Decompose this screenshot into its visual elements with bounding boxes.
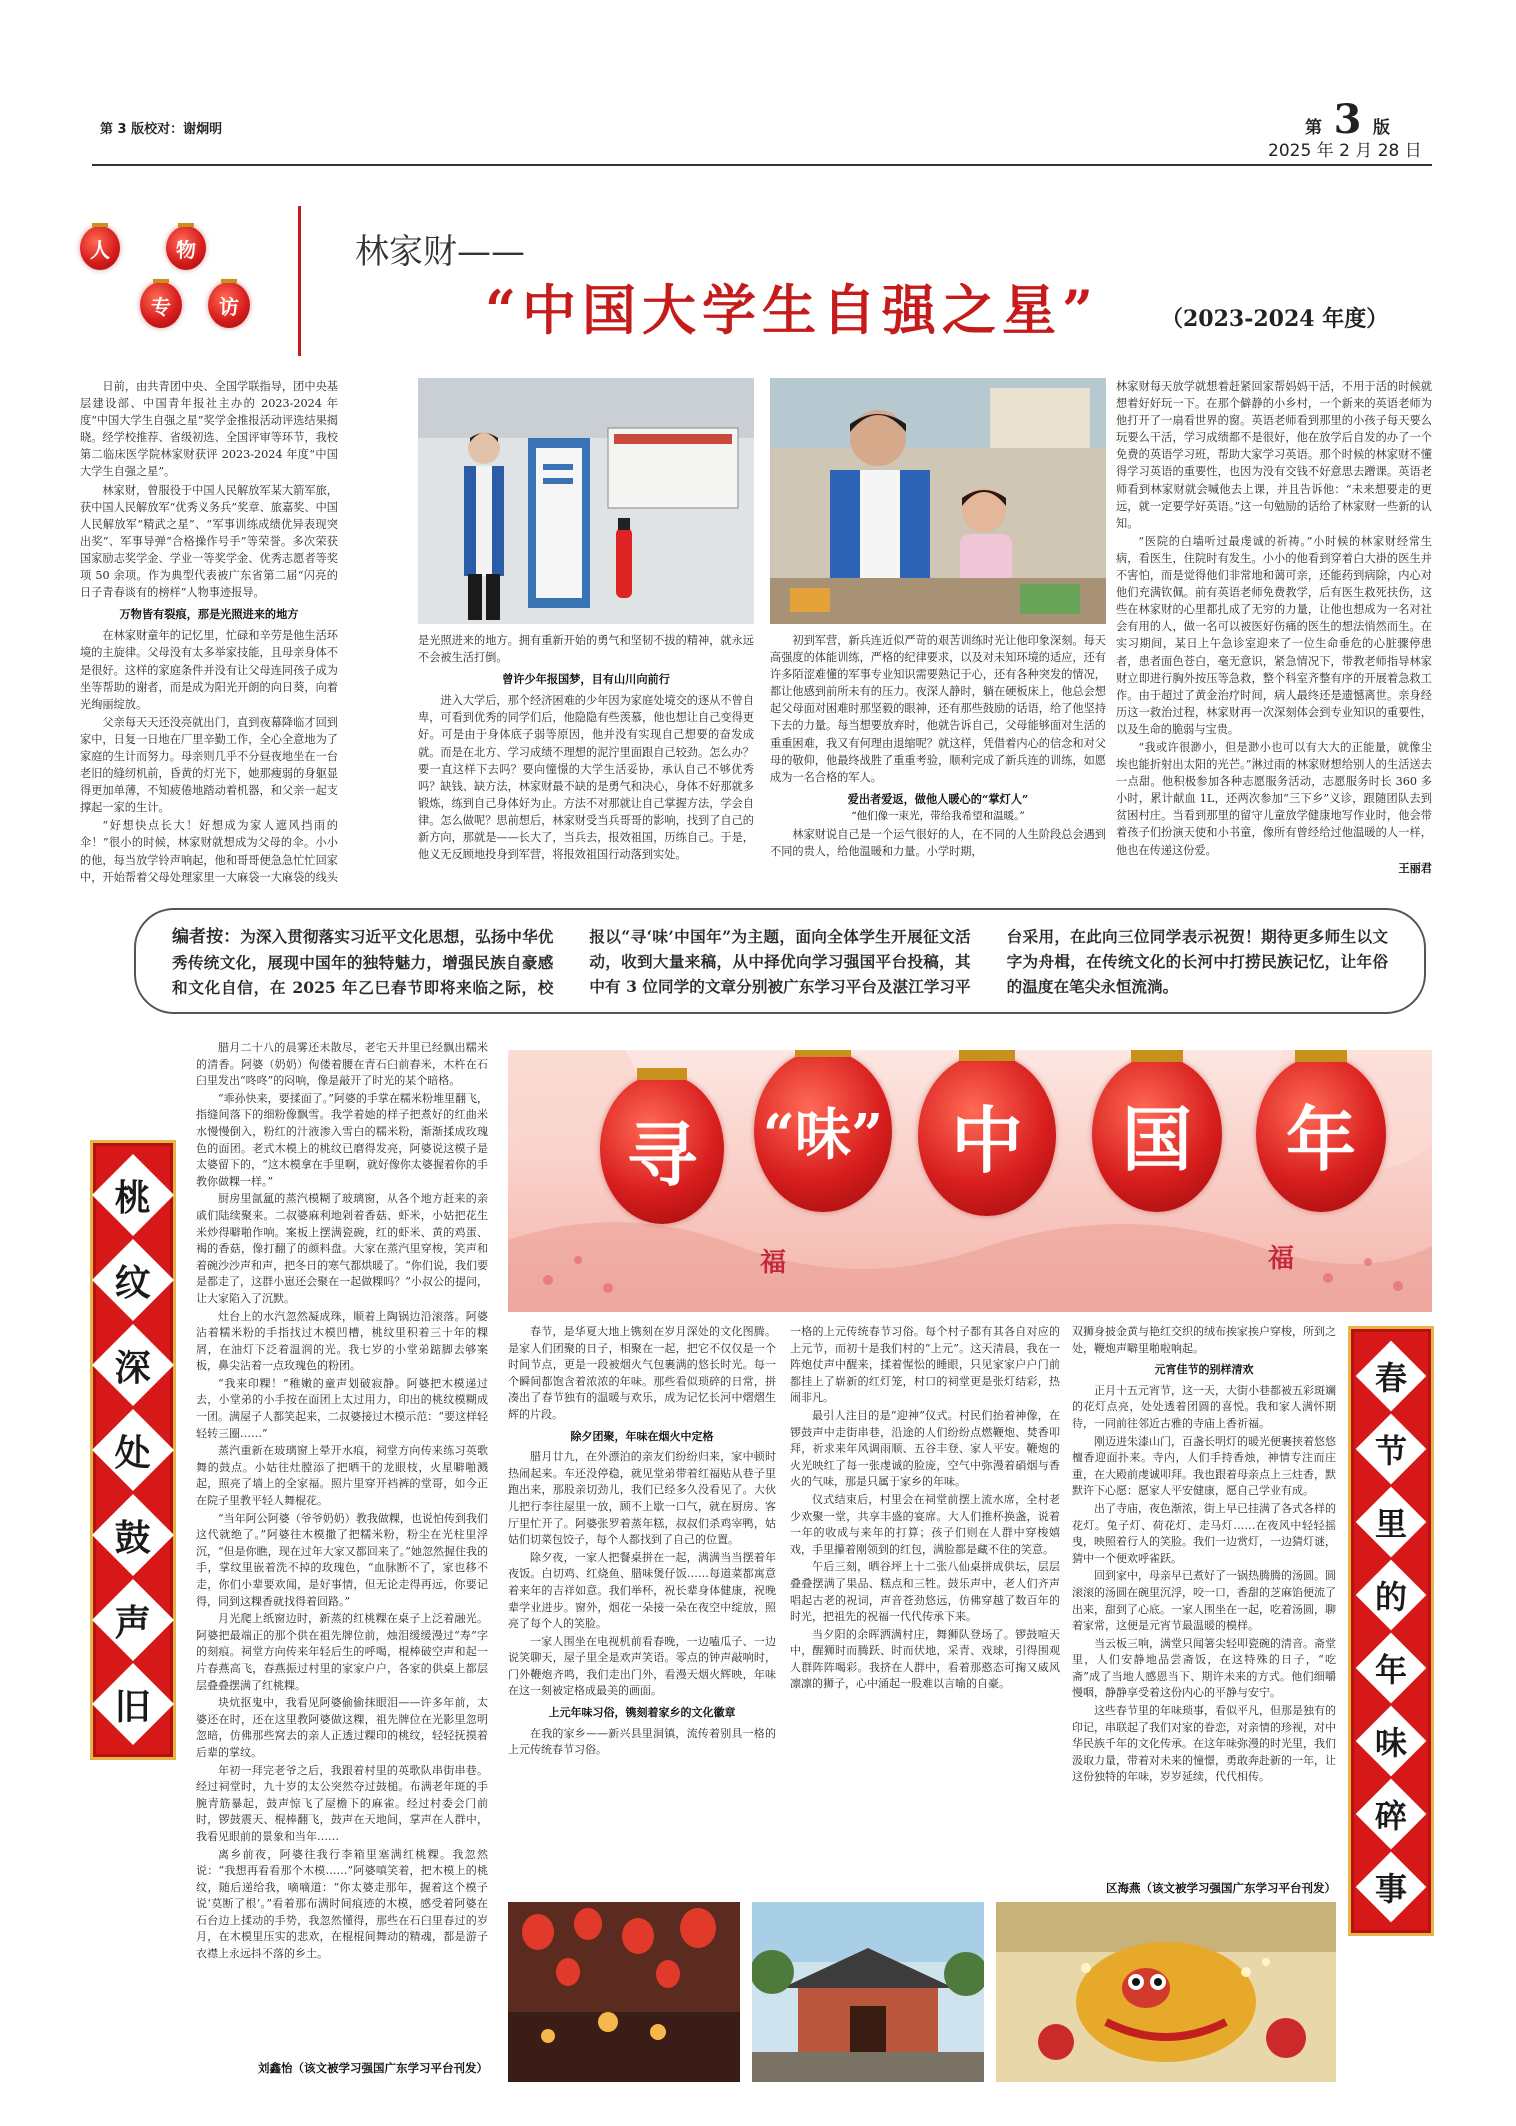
badge-lantern xyxy=(208,282,250,328)
paragraph: 在林家财童年的记忆里，忙碌和辛劳是他生活环境的主旋律。父母没有太多举家技能，且母亲身体不是很好。这样的家庭条件并没有让父母连同孩子成为坐等帮助的谢者，而是成为阳光开朗的向日葵，向着光绚丽绽放。 xyxy=(80,629,338,711)
headline-box xyxy=(298,206,1432,356)
subheading: 曾许少年报国梦，目有山川向前行 xyxy=(502,672,670,687)
paragraph: 灶台上的水汽忽然凝成珠，顺着上陶锅边沿滚落。阿婆沾着糯米粉的手指找过木模凹槽，桃纹里积着三十年的粿屑，在油灯下泛着温润的光。我七岁的小堂弟踮脚去够案板，鼻尖沾着一点玫瑰色的粉团。 xyxy=(196,1309,488,1373)
banner-lantern xyxy=(918,1054,1056,1216)
photo-lion-dance xyxy=(996,1902,1336,2082)
paragraph: 正月十五元宵节，这一天，大街小巷都被五彩斑斓的花灯点亮，处处透着团圆的喜悦。我和家人满怀期待，一同前往邻近古雅的寺庙上香祈福。 xyxy=(1072,1383,1336,1430)
paragraph: 林家财，曾服役于中国人民解放军某大箭军旅，获中国人民解放军“优秀义务兵”奖章、旅嘉奖、中国人民解放军“精武之星”、“军事训练成绩优异表现突出奖”、军事导弹“合格操作号手”等荣誉。多次荣获国家励志奖学金、学业一等奖学金、优秀志愿者等奖项 50 余项。作为典型代表被广东省第二届“闪亮的日子青春谈有的榜样”人物事迹报导。 xyxy=(80,483,338,600)
festival-banner xyxy=(508,1050,1432,1312)
paragraph: “好想快点长大！好想成为家人遮风挡雨的伞！”很小的时候，林家财就想成为父母的伞。小小的他，每当放学铃声响起，他和哥哥便急急忙忙回家中，开始帮着父母处理家里一大麻袋一大麻袋的线头 xyxy=(80,819,338,884)
paragraph: 当夕阳的余晖洒满村庄，舞狮队登场了。锣鼓喧天中，醒狮时而腾跃、时而伏地，采青、戏球，引得围观人群阵阵喝彩。我挤在人群中，看着那憨态可掬又威风凛凛的狮子，心中涌起一股难以言喻的自豪。 xyxy=(790,1627,1060,1691)
paragraph: “当年阿公阿婆（爷爷奶奶）教我做粿，也说怕传到我们这代就绝了。”阿婆往木模撒了把糯米粉，粉尘在光柱里浮沉，“但是你瞧，现在过年大家又都回来了。”她忽然握住我的手，掌纹里嵌着洗不掉的玫瑰色，“血脉断不了，家也移不走，你们小辈要欢闻，是好事情，但无论走得再远，你要记得，同到这粿香就找得着回路。” xyxy=(196,1511,488,1608)
page-number: 3 xyxy=(1333,96,1362,143)
title-char: 节 xyxy=(1374,1431,1408,1470)
article1-column-1 xyxy=(80,378,338,888)
article2-column-1 xyxy=(196,1040,488,2052)
badge-char: 专 xyxy=(151,294,171,319)
headline-line2: “中国大学生自强之星” xyxy=(485,278,1100,342)
title-char: 纹 xyxy=(114,1261,152,1304)
editor-note-text xyxy=(172,924,1388,1000)
paragraph: 刚迈进朱漆山门，百盏长明灯的暖光便裹挟着悠悠檀香迎面扑来。寺内，人们手持香烛，神情专注而庄重，在大殿前虔诚叩拜。我也跟着母亲点上三炷香，默默许下心愿：愿家人平安健康，愿自己学业有成。 xyxy=(1072,1434,1336,1498)
subheading: 上元年味习俗，镌刻着家乡的文化徽章 xyxy=(548,1706,736,1720)
banner-lantern xyxy=(1256,1056,1386,1212)
badge-lantern xyxy=(80,226,120,270)
proofreader-line: 第 3 版校对：谢炯明 xyxy=(100,122,223,137)
banner-lantern xyxy=(754,1050,892,1212)
paragraph: “乖孙快来，要揉面了。”阿婆的手掌在糯米粉堆里翻飞，指缝间落下的细粉像飘雪。我学着她的样子把煮好的红曲米水慢慢倒入，粉红的汁液渗入雪白的糯米粉，渐渐揉成玫瑰色的面团。老式木模上的桃纹已磨得发亮，阿婆说这模子是太婆留下的，“这木模拿在手里啊，就好像你太婆握着你的手教你做粿一样。” xyxy=(196,1091,488,1188)
badge-char: 人 xyxy=(90,237,110,262)
paragraph: 父亲每天天还没亮就出门，直到夜幕降临才回到家中，日复一日地在厂里辛勤工作，全心全意地为了家庭的生计而努力。母亲则几乎不分昼夜地坐在一台老旧的缝纫机前，昏黄的灯光下，她那瘦弱的身躯显得更加单薄，不知疲倦地踏动着机器，和父亲一起支撑起一家的生计。 xyxy=(80,715,338,815)
banner-char: “味” xyxy=(762,1102,884,1168)
paragraph: 离乡前夜，阿婆往我行李箱里塞满红桃粿。我忽然说：“我想再看看那个木模……”阿婆嗔笑着，把木模上的桃纹，随后递给我，嘀嘀道：“你太婆走那年，握着这个模子说‘莫断了根’。”看着那布满时间痕迹的木模，感受着阿婆在石台边上揉动的手势，我忽然懂得，那些在石臼里春过的岁月，在木模里压实的悲欢，在棍棍间舞动的精魂，都是游子衣襟上永远抖不落的乡土。 xyxy=(196,1847,488,1961)
photo-volunteer-art xyxy=(770,378,1106,624)
paragraph: 蒸汽重新在玻璃窗上晕开水痕，祠堂方向传来练习英歌舞的鼓点。小姑往灶膛添了把晒干的龙眼枝，火星噼啪溅起，照亮了墙上的全家福。照片里穿开裆裤的堂哥，如今正在院子里教平轻人舞棍花。 xyxy=(196,1444,488,1508)
fu-char-left: 福 xyxy=(760,1248,787,1278)
photo-lantern-street-art xyxy=(508,1902,740,2082)
paragraph: 进入大学后，那个经济困难的少年因为家庭处境交的逐从不曾自卑，可看到优秀的同学们后，他隐隐有些羡慕，他也想让自己变得更好。可是由于身体底子弱等原因，他并没有实现自己想要的奋发成就。而是在北方、学习成绩不理想的泥泞里面跟自己较劲。怎么办？要一直这样下去吗？要向憧憬的大学生活妥协，承认自己不够优秀吗？缺钱、缺方法，林家财最不缺的是勇气和决心，身体不好那就多锻炼，练到自己身体好为止。方法不对那就让自己掌握方法，学会自律。怎么做呢？思前想后，林家财受当兵哥哥的影响，找到了自己的新方向，那就是——长大了，当兵去，报效祖国，历练自己。于是，他义无反顾地投身到军营，将报效祖国行动落到实处。 xyxy=(418,694,754,862)
paragraph: 双狮身披金黄与艳红交织的绒布挨家挨户穿梭，所到之处，鞭炮声噼里啪啦响起。 xyxy=(1072,1325,1336,1355)
headline-year: （2023-2024 年度） xyxy=(1161,306,1389,332)
banner-char: 国 xyxy=(1122,1097,1192,1181)
title-char: 声 xyxy=(114,1601,152,1644)
photo-temple xyxy=(752,1902,984,2082)
paragraph: 出了寺庙，夜色渐浓，街上早已挂满了各式各样的花灯。兔子灯、荷花灯、走马灯……在夜风中轻轻摇曳，映照着行人的笑脸。我们一边赏灯，一边猜灯谜，猜中一个便欢呼雀跃。 xyxy=(1072,1501,1336,1565)
paragraph: “我来印粿！”稚嫩的童声划破寂静。阿婆把木模递过去，小堂弟的小手按在面团上太过用力，印出的桃纹模糊成一团。满屋子人都笑起来，二叔婆接过木模示范：“要这样轻轻转三圈……” xyxy=(196,1376,488,1440)
subheading: 万物皆有裂痕，那是光照进来的地方 xyxy=(119,607,299,622)
article3-signature: 区海燕（该文被学习强国广东学习平台刊发） xyxy=(1106,1881,1336,1895)
banner-lantern xyxy=(600,1074,724,1224)
subheading: 爱出者爱返，做他人暖心的“掌灯人” xyxy=(847,791,1029,806)
paragraph: 最引人注目的是“迎神”仪式。村民们抬着神像，在锣鼓声中走街串巷，沿途的人们纷纷点燃鞭炮、焚香叩拜，祈求来年风调雨顺、五谷丰登、家人平安。鞭炮的火光映红了每一张虔诚的脸庞，空气中弥漫着硝烟与香火的气味，那是只属于家乡的年味。 xyxy=(790,1408,1060,1489)
badge-lantern xyxy=(166,226,206,270)
title-char: 碎 xyxy=(1374,1796,1408,1835)
paragraph: “我或许很渺小，但是渺小也可以有大大的正能量，就像尘埃也能折射出太阳的光芒。”淋过雨的林家财想给别人的生活送去一点甜。他积极参加各种志愿服务活动，志愿服务时长 360 多小时，累计献血 1L，还两次参加“三下乡”义诊，跟随团队去到贫困村庄。当看到那里的留守儿童放学健康地写作业时，他会带着孩子们扮演天使和小书童，像所有曾经给过他温暖的人一样，他也在传递这份爱。 xyxy=(1116,740,1432,857)
header-rule xyxy=(92,164,1432,166)
paragraph: 除夕夜，一家人把餐桌拼在一起，满满当当摆着年夜饭。白切鸡、红烧鱼、腊味煲仔饭……每道菜都寓意着来年的吉祥如意。我们举杯，祝长辈身体健康，祝晚辈学业进步。窗外，烟花一朵接一朵在夜空中绽放，照亮了每个人的笑脸。 xyxy=(508,1550,776,1631)
title-char: 深 xyxy=(114,1346,152,1389)
headline-line1: 林家财—— xyxy=(355,232,525,272)
editor-note-label: 编者按： xyxy=(172,927,241,947)
banner-char: 中 xyxy=(950,1098,1023,1183)
banner-lantern xyxy=(1092,1056,1222,1212)
title-char: 处 xyxy=(114,1431,152,1474)
badge-lantern xyxy=(140,282,182,328)
paragraph: 初到军营，新兵连近似严苛的艰苦训练时光让他印象深刻。每天高强度的体能训练，严格的纪律要求，以及对未知环境的适应，还有许多陌涩难懂的军事专业知识需要熟记于心，还有各种突发的情况，都让他感到前所未有的压力。夜深人静时，躺在硬板床上，他总会想起父母面对困难时那坚毅的眼神，还有那些鼓励的话语，给了他坚持下去的力量。每当想要放弃时，他就告诉自己，父母能够面对生活的重重困难，我又有何理由退缩呢？就这样，凭借着内心的信念和对父母的敬仰，他最终战胜了重重考验，顺利完成了新兵连的训练，如愿成为一名合格的军人。 xyxy=(770,634,1106,784)
issue-date: 2025 年 2 月 28 日 xyxy=(1268,141,1422,161)
page-prefix: 第 xyxy=(1305,118,1322,138)
subheading: 除夕团聚，年味在烟火中定格 xyxy=(570,1429,714,1443)
article2-signature-1: 刘鑫怡（该文被学习强国广东学习平台刊发） xyxy=(258,2061,488,2075)
title-char: 的 xyxy=(1374,1577,1408,1616)
title-char: 春 xyxy=(1374,1358,1408,1397)
photo-lecture-art xyxy=(418,378,754,624)
paragraph: 一格的上元传统春节习俗。每个村子都有其各自对应的上元节，而初十是我们村的“上元”。这天清晨，我在一阵炮仗声中醒来，揉着惺忪的睡眼，只见家家户户门前都挂上了崭新的红灯笼，村口的祠堂更是张灯结彩，热闹非凡。 xyxy=(790,1325,1060,1405)
title-char: 桃 xyxy=(114,1176,152,1219)
photo-volunteer xyxy=(770,378,1106,624)
paragraph: 厨房里氤氲的蒸汽模糊了玻璃窗，从各个地方赶来的亲戚们陆续聚来。二叔婆麻利地剁着香菇、虾米，小姑把花生米炒得噼啪作响。案板上摆满瓷碗，红的虾米、黄的鸡蛋、褐的香菇，像打翻了的颜料盘。大家在蒸汽里穿梭，笑声和着碗沙沙声和声，把冬日的寒气都烘暖了。“你们说，我们要是都走了，这群小崽还会聚在一起做粿吗？”小叔公的提问，让大家陷入了沉默。 xyxy=(196,1192,488,1305)
section-badge xyxy=(80,222,260,340)
paragraph: “医院的白墙听过最虔诚的祈祷。”小时候的林家财经常生病，看医生，住院时有发生。小小的他看到穿着白大褂的医生并不害怕，而是觉得他们非常地和蔼可亲，还能药到病除，内心对他们充满钦佩。前有英语老师免费教学，后有医生救死扶伤，这些在林家财的心里都扎成了无穷的力量，让他也想成为一名对社会有用的人，做一名可以被医好伤痛的医生的想法悄然而生。在实习期间，某日上午急诊室迎来了一位生命垂危的心脏骤停患者，患者面色苍白，毫无意识，紧急情况下，带教老师指导林家财立即进行胸外按压等急救，整个科室齐整有序的开展着急救工作。由于超过了黄金治疗时间，病人最终还是遗憾离世。亲身经历这一救治过程，林家财再一次深刻体会到专业知识的重要性，以及生命的脆弱与宝贵。 xyxy=(1116,534,1432,736)
article3-column-1 xyxy=(508,1324,776,1776)
article1-column-2 xyxy=(418,632,754,888)
banner-char: 寻 xyxy=(627,1112,697,1196)
paragraph: 腊月廿九，在外漂泊的亲友们纷纷归来，家中顿时热闹起来。车还没停稳，就见堂弟带着红福贴从巷子里跑出来，那股亲切劲儿，我们已经多久没看见了。大伙儿把行李往屋里一放，顾不上歇一口气，就在厨房、客厅里忙开了。阿婆张罗着蒸年糕，叔叔们杀鸡宰鸭，姑姑们切菜包饺子，每个人都找到了自己的位置。 xyxy=(508,1450,776,1547)
article3-column-3 xyxy=(1072,1324,1336,1874)
paragraph: 一家人围坐在电视机前看春晚，一边嗑瓜子、一边说笑聊天，屋子里全是欢声笑语。零点的钟声敲响时，门外鞭炮齐鸣，我们走出门外，看漫天烟火辉映，年味在这一刻被定格成最美的画面。 xyxy=(508,1634,776,1698)
article1-column-3 xyxy=(770,632,1106,888)
photo-temple-art xyxy=(752,1902,984,2082)
title-char: 鼓 xyxy=(114,1516,152,1559)
title-char: 旧 xyxy=(114,1685,152,1728)
badge-char: 物 xyxy=(176,237,196,262)
left-vertical-title xyxy=(90,1140,176,1760)
paragraph: 块炕抠鬼中，我看见阿婆偷偷抹眼泪——许多年前，太婆还在时，还在这里教阿婆做这粿，祖先牌位在光影里忽明忽暗，仿佛那些窝去的亲人正透过粿印的桃纹，轻轻抚摸着后辈的掌纹。 xyxy=(196,1696,488,1759)
badge-char: 访 xyxy=(219,294,239,319)
fu-char-right: 福 xyxy=(1268,1244,1295,1274)
paragraph: 仪式结束后，村里会在祠堂前摆上流水席，全村老少欢聚一堂，共享丰盛的宴席。大人们推杯换盏，说着一年的收成与来年的打算；孩子们则在人群中穿梭嬉戏，手里攥着刚领到的红包，满脸都是藏不住的笑意。 xyxy=(790,1492,1060,1556)
title-char: 味 xyxy=(1374,1723,1408,1762)
paragraph: 林家财说自己是一个运气很好的人，在不同的人生阶段总会遇到不同的贵人，给他温暖和力量。小学时期， xyxy=(770,828,1106,859)
paragraph: 这些春节里的年味琐事，看似平凡，但那是独有的印记，串联起了我们对家的眷恋，对亲情的珍视，对中华民族千年的文化传承。在这年味弥漫的时光里，我们汲取力量，带着对未来的憧憬，勇敢奔赴新的一年，让这份独特的年味，岁岁延续，代代相传。 xyxy=(1072,1704,1336,1784)
paragraph: 月光爬上纸窗边时，新蒸的红桃粿在桌子上泛着融光。阿婆把最端正的那个供在祖先牌位前，烛泪缓缓漫过“寿”字的刻痕。祠堂方向传来年轻后生的呼喝，棍棒破空声和起一片春燕高飞，春燕振过村里的家家户户，各家的供桌上都层层叠叠摆满了红桃粿。 xyxy=(196,1612,488,1692)
photo-lecture xyxy=(418,378,754,624)
title-char: 年 xyxy=(1374,1650,1408,1689)
editor-note-box xyxy=(134,908,1426,1014)
byline: 王丽君 xyxy=(1398,860,1432,875)
banner-char: 年 xyxy=(1286,1097,1356,1181)
title-char: 里 xyxy=(1374,1504,1408,1543)
photo-lantern-street xyxy=(508,1902,740,2082)
subheading: 元宵佳节的别样清欢 xyxy=(1154,1363,1254,1377)
paragraph: 年初一拜完老爷之后，我跟着村里的英歌队串街串巷。经过祠堂时，九十岁的太公突然夺过鼓槌。布满老年斑的手腕青筋暴起，鼓声惊飞了屋檐下的麻雀。经过村委会门前时，锣鼓震天、棍棒翻飞，鼓声在天地间，掌声在人群中，我看见眼前的景象和当年…… xyxy=(196,1763,488,1843)
article3-column-2 xyxy=(790,1324,1060,1776)
subheading-quote: “他们像一束光，带给我希望和温暖。” xyxy=(851,809,1025,822)
editor-note-body: 为深入贯彻落实习近平文化思想，弘扬中华优秀传统文化，展现中国年的独特魅力，增强民族自豪感和文化自信，在 2025 年乙巳春节即将来临之际，校报以“寻‘味’中国年”为主题，面向全体学生开展征文活动，收到大量来稿，从中择优向学习强国平台投稿，其中有 3 位同学的文章分别被广东学习平台及湛江学习平台采用，在此向三位同学表示祝贺！期待更多师生以文字为舟楫，在传统文化的长河中打捞民族记忆，让年俗的温度在笔尖永恒流淌。 xyxy=(172,927,1388,997)
paragraph: 当云板三响，满堂只闻箸尖轻叩瓷碗的清音。斋堂里，人们安静地品尝斋饭，在这特殊的日子，“吃斋”成了当地人感恩当下、期许未来的方式。他们细嚼慢咽，静静享受着这份内心的平静与安宁。 xyxy=(1072,1636,1336,1700)
photo-lion-dance-art xyxy=(996,1902,1336,2082)
paragraph: 午后三刻，晒谷坪上十二张八仙桌拼成供坛，层层叠叠摆满了果品、糕点和三牲。鼓乐声中，老人们齐声唱起古老的祝词，声音苍劲悠远，仿佛穿越了数百年的时光，把祖先的祝福一代代传承下来。 xyxy=(790,1560,1060,1624)
paragraph: 林家财每天放学就想着赶紧回家帮妈妈干活，不用于活的时候就想着好好玩一下。在那个僻静的小乡村，一个新来的英语老师为他打开了一扇看世界的窗。英语老师看到那里的小孩子每天要么玩要么干活，学习成绩都不是很好，他在放学后自发的办了一个免费的英语学习班，帮助大家学习英语。那个时候的林家财不懂得学习英语的重要性，也因为没有交钱不好意思去蹭课。英语老师看到林家财就会喊他去上课，并且告诉他：“未来想要走的更远，就一定要学好英语。”这一句勉励的话给了林家财一些新的认知。 xyxy=(1116,380,1432,530)
paragraph: 日前，由共青团中央、全国学联指导，团中央基层建设部、中国青年报社主办的 2023-2024 年度“中国大学生自强之星”奖学金推报活动评选结果揭晓。经学校推荐、省级初选、全国评审等环节，我校第二临床医学院林家财获评 2023-2024 年度“中国大学生自强之星”。 xyxy=(80,380,338,479)
paragraph: 回到家中，母亲早已煮好了一锅热腾腾的汤圆。圆滚滚的汤圆在碗里沉浮，咬一口，香甜的芝麻馅便流了出来，甜到了心底。一家人围坐在一起，吃着汤圆，聊着家常，这便是元宵节最温暖的模样。 xyxy=(1072,1569,1336,1633)
title-char: 事 xyxy=(1374,1869,1408,1908)
paragraph: 是光照进来的地方。拥有重新开始的勇气和坚韧不拔的精神，就永远不会被生活打倒。 xyxy=(418,634,754,665)
right-vertical-title xyxy=(1348,1326,1434,1936)
paragraph: 在我的家乡——新兴县里洞镇，流传着别具一格的上元传统春节习俗。 xyxy=(508,1726,776,1757)
article1-column-4 xyxy=(1116,378,1432,888)
paragraph: 腊月二十八的晨雾还未散尽，老宅天井里已经飘出糯米的清香。阿婆（奶奶）佝偻着腰在青石臼前舂米，木杵在石臼里发出“咚咚”的闷响，像是敲开了时光的某个暗格。 xyxy=(196,1041,488,1088)
page-suffix: 版 xyxy=(1373,118,1390,138)
paragraph: 春节，是华夏大地上镌刻在岁月深处的文化图腾。是家人们团聚的日子，相聚在一起，把它不仅仅是一个时间节点，更是一段被烟火气包裹满的悠长时光。每一个瞬间都饱含着浓浓的年味。那些看似琐碎的日常，拼凑出了春节独有的温暖与欢乐，成为记忆长河中熠熠生辉的片段。 xyxy=(508,1325,776,1421)
